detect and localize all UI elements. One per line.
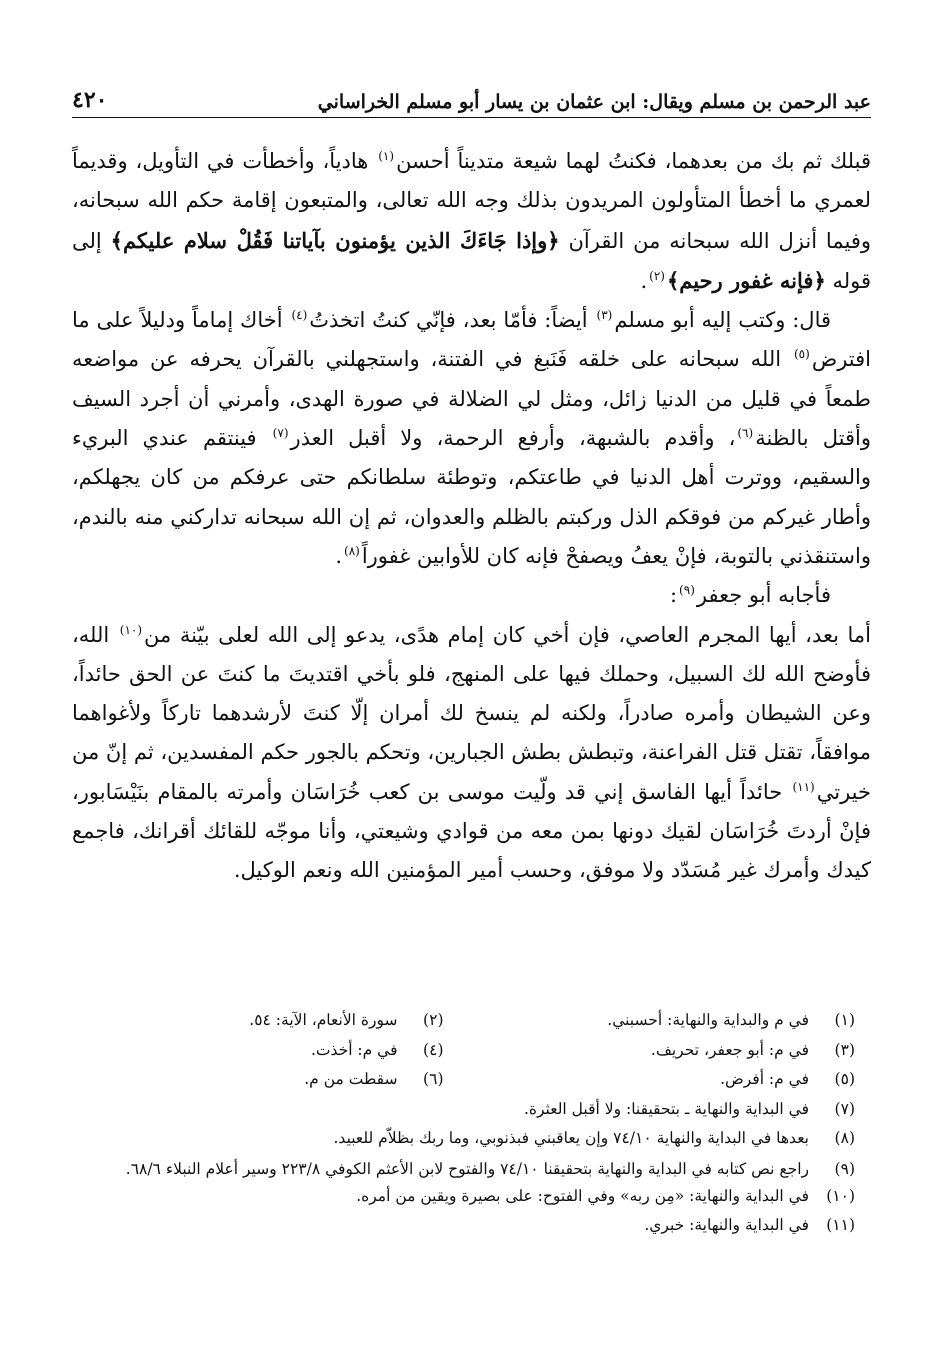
footnote-ref-3[interactable]: (٣): [596, 308, 613, 323]
page-header: [72, 78, 871, 118]
main-text: [72, 142, 871, 891]
page-number: ٤٢٠: [72, 87, 108, 113]
footnotes: [72, 1006, 855, 1241]
footnote-3: (٣) في م: أبو جعفر، تحريف.: [650, 1040, 855, 1059]
paragraph-4: أما بعد، أيها المجرم العاصي، فإن أخي كان إمام هدًى، يدعو إلى الله لعلى بيّنة من$^{(١٠)}$ الله، فأوضح الله لك السبيل، وحملك فيها على المنهج، فلو بأخي اقتديتَ ما كنتَ عن الحق حائداً، وعن الشيطان وأمره صادراً، ولكنه لم ينسخ لك أمران إلّا كنتَ لأرشدهما تاركاً ولأغواهما موافقاً، تقتل قتل الفراعنة، وتبطش بطش الجبارين، وتحكم بالجور حكم المفسدين، ثم إنّ من خيرتي$^{(١١)}$ حائداً أيها الفاسق إني قد ولّيت موسى بن كعب خُرَاسَان وأمرته بالمقام بنَيْسَابور، فإنْ أردتَ خُرَاسَان لقيك دونها بمن معه من قوادي وشيعتي، وأنا موجّه للقائك أقرانك، فاجمع كيدك وأمرك غير مُسَدّد ولا موفق، وحسب أمير المؤمنين الله ونعم الوكيل.: [72, 622, 872, 883]
footnote-4: (٤) في م: أخذت.: [310, 1040, 444, 1059]
footnote-ref-4[interactable]: (٤): [291, 308, 308, 323]
footnote-ref-9[interactable]: (٩): [679, 583, 695, 598]
footnote-2: (٢) سورة الأنعام، الآية: ٥٤.: [249, 1011, 444, 1029]
footnote-ref-5[interactable]: (٥): [793, 347, 810, 362]
footnote-ref-8[interactable]: (٨): [344, 543, 360, 558]
footnote-ref-11[interactable]: (١١): [792, 779, 815, 794]
footnote-7: (٧) في البداية والنهاية ـ بتحقيقنا: ولا أقبل العثرة.: [523, 1099, 855, 1118]
footnote-1: (١) في م والبداية والنهاية: أحسبني.: [607, 1011, 855, 1029]
running-title: عبد الرحمن بن مسلم ويقال: ابن عثمان بن يسار أبو مسلم الخراساني: [317, 91, 871, 113]
footnote-ref-1[interactable]: (١): [378, 149, 395, 163]
footnote-6: (٦) سقطت من م.: [304, 1070, 444, 1088]
footnotes-grid: [72, 1006, 855, 1095]
footnote-ref-10[interactable]: (١٠): [119, 622, 143, 637]
footnote-ref-6[interactable]: (٦): [737, 426, 754, 441]
paragraph-3: فأجابه أبو جعفر$^{(٩)}$:: [669, 583, 831, 608]
paragraph-1: قبلك ثم بك من بعدهما، فكنتُ لهما شيعة متديناً أحسن$^{(١)}$ هادياً، وأخطأت في التأويل، وقديماً لعمري ما أخطأ المتأولون المريدون بذلك وجه الله تعالى، والمتبعون إقامة حكم الله سبحانه، وفيما أنزل الله سبحانه من القرآن ﴿وإذا جَاءَكَ الذين يؤمنون بآياتنا فَقُلْ سلام عليكم﴾ إلى قوله ﴿فإنه غفور رحيم﴾$^{(٢)}$.: [72, 149, 871, 293]
footnote-10: (١٠) في البداية والنهاية: «مِن ربه» وفي الفتوح: على بصيرة ويقين من أمره.: [356, 1186, 855, 1205]
quran-verse-1: ﴿وإذا جَاءَكَ الذين يؤمنون بآياتنا فَقُلْ سلام عليكم﴾: [110, 227, 560, 253]
footnote-8: (٨) بعدها في البداية والنهاية ٧٤/١٠ وإن يعاقبني فبذنوبي، وما ربك بظلاّم للعبيد.: [333, 1129, 855, 1147]
footnote-ref-7[interactable]: (٧): [272, 426, 289, 441]
footnote-ref-2[interactable]: (٢): [649, 268, 665, 283]
footnote-11: (١١) في البداية والنهاية: خبري.: [644, 1216, 855, 1234]
footnote-5: (٥) في م: أفرض.: [720, 1070, 855, 1088]
footnote-9: (٩) راجع نص كتابه في البداية والنهاية بتحقيقنا ٧٤/١٠ والفتوح لابن الأعثم الكوفي ٢٢٣/٨ وسير أعلام النبلاء ٦٨/٦.: [125, 1159, 855, 1178]
quran-verse-2: ﴿فإنه غفور رحيم﴾: [666, 267, 826, 293]
paragraph-2: قال: وكتب إليه أبو مسلم$^{(٣)}$ أيضاً: فأمّا بعد، فإنّي كنتُ اتخذتُ$^{(٤)}$ أخاك إماماً ودليلاً على ما افترض$^{(٥)}$ الله سبحانه على خلقه فَنَبغ في الفتنة، واستجهلني بالقرآن يحرفه عن مواضعه طمعاً في قليل من الدنيا زائل، ومثل لي الضلالة في صورة الهدى، وأمرني أن أجرد السيف وأقتل بالظنة$^{(٦)}$، وأقدم بالشبهة، وأرفع الرحمة، ولا أقبل العذر$^{(٧)}$ فينتقم عندي البريء والسقيم، ووترت أهل الدنيا في طاعتكم، وتوطئة سلطانكم حتى عرفكم من كان يجهلكم، وأطار غيركم من فوقكم الذل وركبتم بالظلم والعدوان، ثم إن الله سبحانه تداركني منه بالندم، واستنقذني بالتوبة، فإنْ يعفُ ويصفحْ فإنه كان للأوابين غفوراً$^{(٨)}$.: [72, 308, 871, 568]
